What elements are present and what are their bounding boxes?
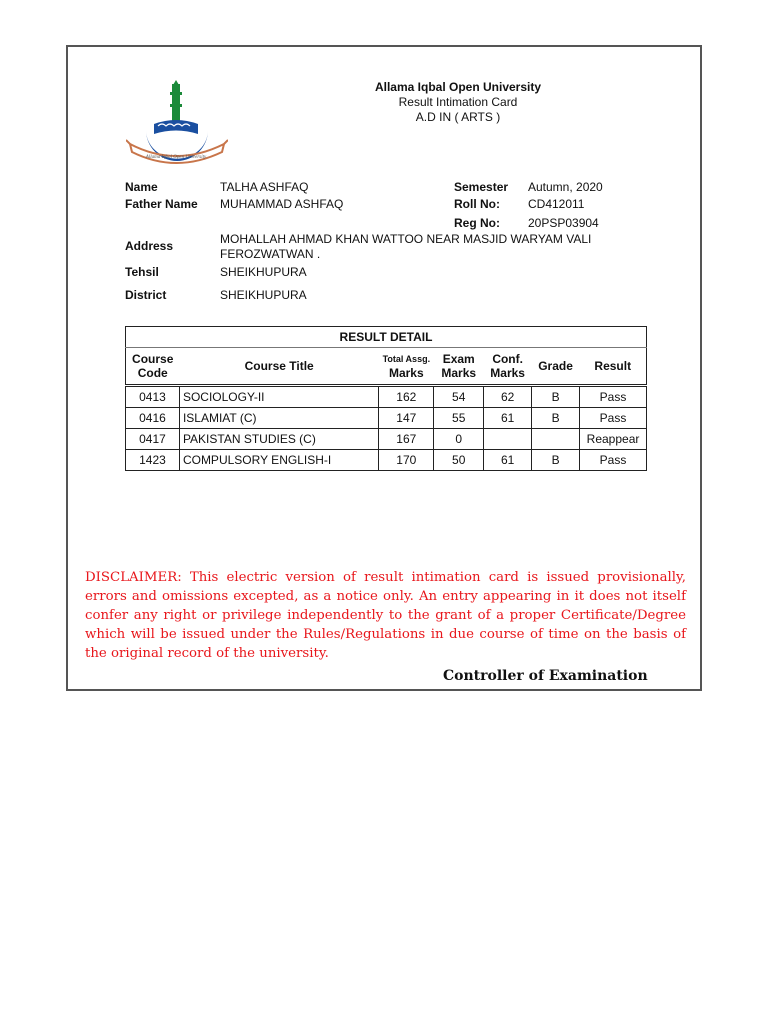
table-row <box>126 386 647 408</box>
cell-conf <box>484 429 532 450</box>
cell-result: Pass <box>580 386 647 408</box>
cell-conf: 61 <box>484 408 532 429</box>
cell-result: Reappear <box>580 429 647 450</box>
cell-grade: B <box>532 450 580 471</box>
cell-exam: 55 <box>434 408 484 429</box>
cell-title: SOCIOLOGY-II <box>179 386 378 408</box>
document-header <box>308 80 608 125</box>
col-assg-marks <box>379 348 434 386</box>
cell-exam: 50 <box>434 450 484 471</box>
cell-result: Pass <box>580 450 647 471</box>
cell-assg: 167 <box>379 429 434 450</box>
name-label: Name <box>125 180 158 194</box>
result-card <box>66 45 702 691</box>
cell-assg: 162 <box>379 386 434 408</box>
cell-code: 1423 <box>126 450 180 471</box>
cell-conf: 62 <box>484 386 532 408</box>
student-name: TALHA ASHFAQ <box>220 180 309 194</box>
tehsil: SHEIKHUPURA <box>220 265 307 279</box>
cell-exam: 0 <box>434 429 484 450</box>
cell-code: 0416 <box>126 408 180 429</box>
cell-grade <box>532 429 580 450</box>
reg-no-label: Reg No: <box>454 216 500 230</box>
roll-no: CD412011 <box>528 197 585 211</box>
tehsil-label: Tehsil <box>125 265 159 279</box>
col-conf-marks: Conf. Marks <box>484 348 532 386</box>
col-assg-small: Total Assg. <box>382 354 431 364</box>
semester-label: Semester <box>454 180 509 194</box>
cell-grade: B <box>532 386 580 408</box>
cell-code: 0417 <box>126 429 180 450</box>
cell-result: Pass <box>580 408 647 429</box>
controller-signature: Controller of Examination <box>443 668 648 684</box>
cell-exam: 54 <box>434 386 484 408</box>
address: MOHALLAH AHMAD KHAN WATTOO NEAR MASJID WARYAM VALI FEROZWATWAN . <box>220 232 592 261</box>
cell-assg: 170 <box>379 450 434 471</box>
father-name-label: Father Name <box>125 197 198 211</box>
address-label: Address <box>125 239 174 253</box>
district-label: District <box>125 288 167 302</box>
roll-no-label: Roll No: <box>454 197 500 211</box>
semester: Autumn, 2020 <box>528 180 603 194</box>
cell-title: COMPULSORY ENGLISH-I <box>179 450 378 471</box>
col-result: Result <box>580 348 647 386</box>
university-logo <box>126 80 228 166</box>
university-name: Allama Iqbal Open University <box>374 80 542 94</box>
cell-code: 0413 <box>126 386 180 408</box>
col-course-title: Course Title <box>179 348 378 386</box>
cell-assg: 147 <box>379 408 434 429</box>
result-table <box>125 326 647 471</box>
document-title: Result Intimation Card <box>398 95 518 109</box>
col-grade: Grade <box>532 348 580 386</box>
result-detail-title: RESULT DETAIL <box>126 327 647 348</box>
col-course-code: Course Code <box>126 348 180 386</box>
cell-title: PAKISTAN STUDIES (C) <box>179 429 378 450</box>
table-row <box>126 450 647 471</box>
cell-grade: B <box>532 408 580 429</box>
reg-no: 20PSP03904 <box>528 216 599 230</box>
program-name: A.D IN ( ARTS ) <box>415 110 501 124</box>
father-name: MUHAMMAD ASHFAQ <box>220 197 344 211</box>
table-row <box>126 408 647 429</box>
col-assg-label: Marks <box>388 366 424 380</box>
cell-conf: 61 <box>484 450 532 471</box>
cell-title: ISLAMIAT (C) <box>179 408 378 429</box>
district: SHEIKHUPURA <box>220 288 307 302</box>
col-exam-marks: Exam Marks <box>434 348 484 386</box>
disclaimer-text: DISCLAIMER: This electric version of result intimation card is issued provisionally, errors and omissions excepted, as a notice only. An entry appearing in it does not itself confer any right or privilege independently to the grant of a proper Certificate/Degree which will be issued under the Rules/Regulations in due course of time on the basis of the original record of the university. <box>85 570 686 661</box>
svg-text:Allama Iqbal Open University: Allama Iqbal Open University <box>145 155 207 160</box>
table-row <box>126 429 647 450</box>
